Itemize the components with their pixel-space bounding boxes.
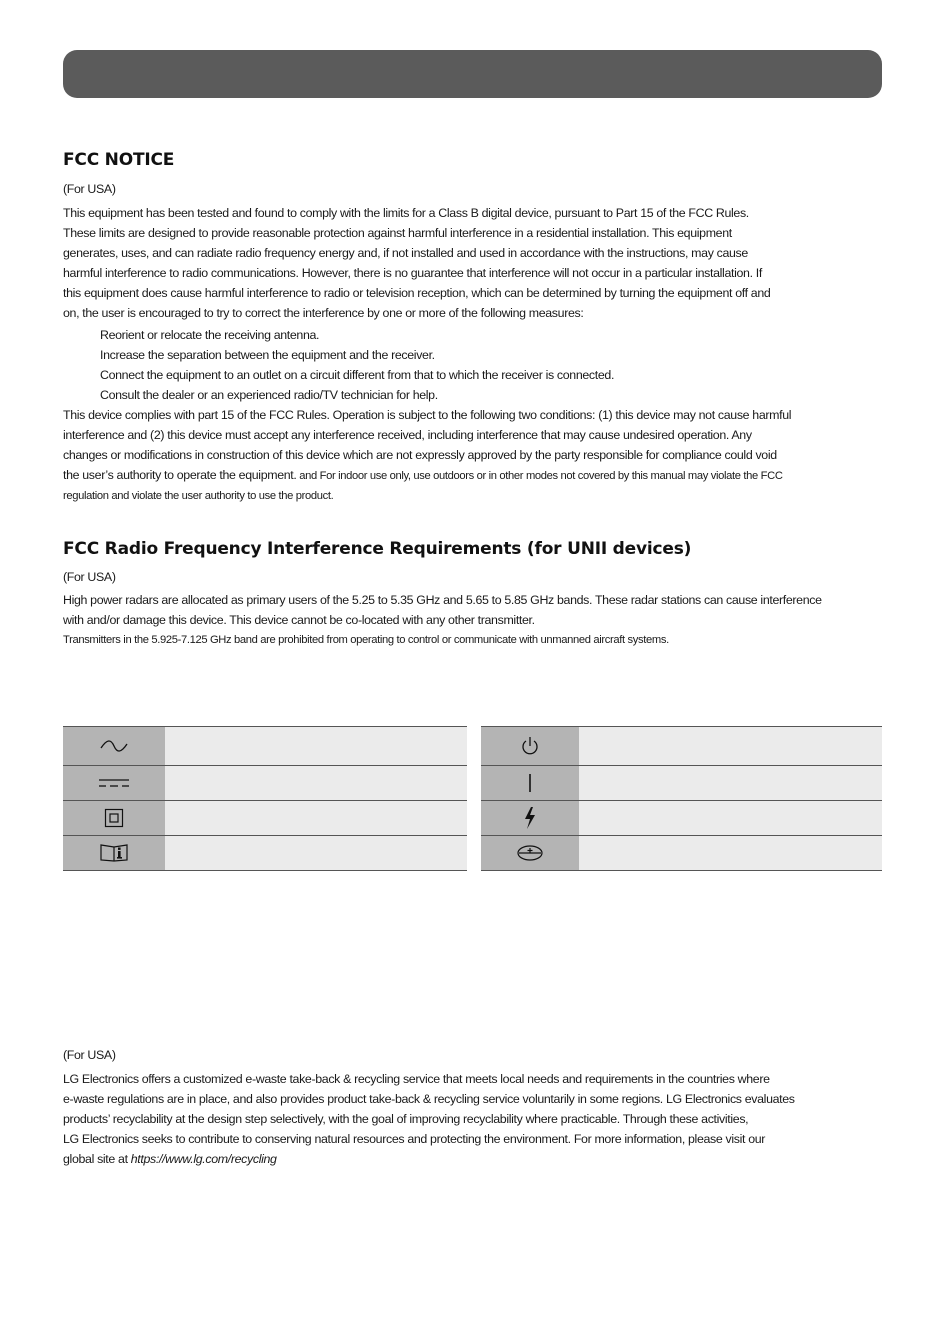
power-on-icon [527, 772, 533, 794]
recycling-paragraph [63, 1069, 853, 1169]
symbol-cell [63, 801, 165, 836]
text-line: High power radars are allocated as primary users of the 5.25 to 5.35 GHz and 5.65 to 5.85 GHz bands. These radar stations can cause interference [63, 593, 822, 607]
text-segment: the user’s authority to operate the equipment. [63, 468, 297, 482]
text-line: interference and (2) this device must accept any interference received, including interference that may cause undesired operation. Any [63, 428, 752, 442]
symbol-description [165, 727, 467, 766]
symbol-description [579, 801, 882, 836]
symbol-description [579, 766, 882, 801]
symbol-cell [63, 727, 165, 766]
text-line-small: regulation and violate the user authority to use the product. [63, 490, 334, 502]
text-line: products’ recyclability at the design step selectively, with the goal of improving recyclability where practicable. Through these activities, [63, 1112, 749, 1126]
measure-item: Connect the equipment to an outlet on a circuit different from that to which the receiver is connected. [100, 368, 615, 382]
symbol-cell [481, 801, 579, 836]
symbol-description [165, 836, 467, 871]
text-line: These limits are designed to provide reasonable protection against harmful interference in a residential installation. This equipment [63, 226, 732, 240]
symbol-cell [63, 836, 165, 871]
text-segment: global site at [63, 1152, 131, 1166]
text-line-small: Transmitters in the 5.925-7.125 GHz band are prohibited from operating to control or communicate with unmanned aircraft systems. [63, 634, 669, 646]
standby-icon [519, 735, 541, 757]
measure-item: Reorient or relocate the receiving antenna. [100, 328, 320, 342]
symbol-row [481, 801, 882, 836]
symbol-description [579, 836, 882, 871]
symbol-row [63, 766, 467, 801]
recycling-region: (For USA) [63, 1048, 116, 1062]
measure-item: Increase the separation between the equipment and the receiver. [100, 348, 435, 362]
symbol-row [481, 766, 882, 801]
text-line: on, the user is encouraged to try to correct the interference by one or more of the following measures: [63, 306, 584, 320]
symbol-table-left [63, 726, 467, 871]
fcc-notice-paragraph-1 [63, 203, 853, 323]
text-line [63, 1149, 853, 1169]
text-line: generates, uses, and can radiate radio frequency energy and, if not installed and used in accordance with the instructions, may cause [63, 246, 748, 260]
symbol-row [481, 836, 882, 871]
symbol-table-right [481, 726, 882, 871]
fcc-notice-paragraph-2 [63, 405, 853, 506]
text-line: this equipment does cause harmful interference to radio or television reception, which can be determined by turning the equipment off and [63, 286, 771, 300]
hazardous-voltage-icon [523, 806, 537, 830]
symbol-row [481, 727, 882, 766]
symbol-row [63, 801, 467, 836]
fcc-rf-region: (For USA) [63, 570, 116, 584]
symbol-cell [63, 766, 165, 801]
header-bar [63, 50, 882, 98]
class-ii-equipment-icon [104, 808, 124, 828]
text-line: This device complies with part 15 of the FCC Rules. Operation is subject to the following two conditions: (1) this device may not cause harmful [63, 408, 792, 422]
symbol-row [63, 836, 467, 871]
direct-current-icon [98, 777, 130, 789]
consult-instructions-icon [99, 844, 129, 862]
text-segment-small: and For indoor use only, use outdoors or in other modes not covered by this manual may violate the FCC [296, 470, 783, 482]
measure-item: Consult the dealer or an experienced radio/TV technician for help. [100, 388, 438, 402]
text-line: e-waste regulations are in place, and also provides product take-back & recycling service voluntarily in some regions. LG Electronics evaluates [63, 1092, 795, 1106]
text-line: This equipment has been tested and found to comply with the limits for a Class B digital device, pursuant to Part 15 of the FCC Rules. [63, 206, 749, 220]
symbol-description [165, 801, 467, 836]
fcc-measures-list [63, 325, 853, 405]
symbol-row [63, 727, 467, 766]
symbol-description [165, 766, 467, 801]
recycling-link[interactable]: https://www.lg.com/recycling [130, 1152, 277, 1166]
battery-icon [516, 844, 544, 862]
fcc-rf-paragraph [63, 590, 853, 650]
symbol-cell [481, 836, 579, 871]
text-line: LG Electronics seeks to contribute to conserving natural resources and protecting the environment. For more information, please visit our [63, 1132, 766, 1146]
text-line: harmful interference to radio communications. However, there is no guarantee that interference will not occur in a particular installation. If [63, 266, 762, 280]
alternating-current-icon [99, 739, 129, 753]
symbol-cell [481, 727, 579, 766]
fcc-notice-title: FCC NOTICE [63, 150, 175, 170]
text-line: with and/or damage this device. This device cannot be co-located with any other transmitter. [63, 613, 535, 627]
symbol-cell [481, 766, 579, 801]
text-line: LG Electronics offers a customized e-waste take-back & recycling service that meets local needs and requirements in the countries where [63, 1072, 770, 1086]
fcc-notice-region: (For USA) [63, 182, 116, 196]
fcc-rf-title: FCC Radio Frequency Interference Requirements (for UNII devices) [63, 539, 692, 559]
text-line [63, 465, 853, 486]
text-line: changes or modifications in construction of this device which are not expressly approved by the party responsible for compliance could void [63, 448, 777, 462]
symbol-description [579, 727, 882, 766]
